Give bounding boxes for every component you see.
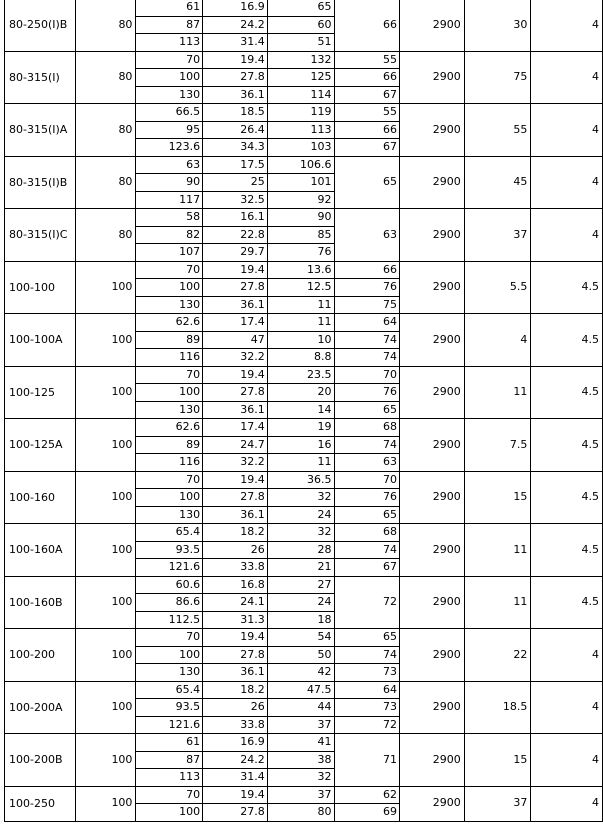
head-cell: 13.6 [267, 261, 334, 279]
efficiency-cell: 55 [334, 51, 400, 69]
flow-m3h-cell: 130 [136, 401, 203, 419]
flow-m3h-cell: 87 [136, 751, 203, 769]
power-cell: 22 [464, 629, 531, 682]
efficiency-cell: 76 [334, 384, 400, 402]
flow-m3h-cell: 66.5 [136, 104, 203, 122]
table-row [5, 681, 603, 699]
efficiency-cell: 73 [334, 664, 400, 682]
head-cell: 10 [267, 331, 334, 349]
diameter-cell: 100 [75, 524, 136, 577]
diameter-cell: 100 [75, 681, 136, 734]
flow-ls-cell: 27.8 [203, 646, 268, 664]
flow-m3h-cell: 70 [136, 51, 203, 69]
flow-ls-cell: 47 [203, 331, 268, 349]
model-cell: 100-200B [5, 734, 76, 787]
table-row [5, 314, 603, 332]
npsh-cell: 4 [531, 104, 603, 157]
npsh-cell: 4 [531, 734, 603, 787]
flow-m3h-cell: 93.5 [136, 699, 203, 717]
model-cell: 100-160 [5, 471, 76, 524]
power-cell: 11 [464, 576, 531, 629]
efficiency-cell: 65 [334, 401, 400, 419]
flow-ls-cell: 27.8 [203, 279, 268, 297]
flow-m3h-cell: 90 [136, 174, 203, 192]
flow-ls-cell: 36.1 [203, 506, 268, 524]
power-cell: 18.5 [464, 681, 531, 734]
flow-ls-cell: 18.5 [203, 104, 268, 122]
flow-ls-cell: 16.9 [203, 734, 268, 752]
head-cell: 20 [267, 384, 334, 402]
head-cell: 65 [267, 0, 334, 16]
flow-m3h-cell: 113 [136, 34, 203, 52]
npsh-cell: 4.5 [531, 524, 603, 577]
head-cell: 23.5 [267, 366, 334, 384]
flow-m3h-cell: 70 [136, 261, 203, 279]
diameter-cell: 100 [75, 314, 136, 367]
flow-m3h-cell: 100 [136, 804, 203, 822]
model-cell: 80-315(I)A [5, 104, 76, 157]
diameter-cell: 80 [75, 104, 136, 157]
flow-ls-cell: 24.7 [203, 436, 268, 454]
table-row [5, 524, 603, 542]
flow-m3h-cell: 70 [136, 629, 203, 647]
head-cell: 41 [267, 734, 334, 752]
head-cell: 80 [267, 804, 334, 822]
flow-ls-cell: 26.4 [203, 121, 268, 139]
efficiency-cell: 65 [334, 156, 400, 209]
flow-ls-cell: 24.2 [203, 16, 268, 34]
head-cell: 19 [267, 419, 334, 437]
flow-m3h-cell: 63 [136, 156, 203, 174]
flow-ls-cell: 36.1 [203, 86, 268, 104]
head-cell: 92 [267, 191, 334, 209]
head-cell: 11 [267, 454, 334, 472]
flow-m3h-cell: 130 [136, 86, 203, 104]
speed-cell: 2900 [400, 51, 465, 104]
head-cell: 119 [267, 104, 334, 122]
flow-ls-cell: 33.8 [203, 716, 268, 734]
power-cell: 4 [464, 314, 531, 367]
table-row [5, 0, 603, 16]
flow-m3h-cell: 65.4 [136, 524, 203, 542]
head-cell: 32 [267, 524, 334, 542]
flow-ls-cell: 19.4 [203, 629, 268, 647]
head-cell: 11 [267, 314, 334, 332]
diameter-cell: 100 [75, 629, 136, 682]
efficiency-cell: 67 [334, 559, 400, 577]
table-row [5, 419, 603, 437]
head-cell: 51 [267, 34, 334, 52]
flow-ls-cell: 36.1 [203, 664, 268, 682]
efficiency-cell: 74 [334, 331, 400, 349]
model-cell: 100-100A [5, 314, 76, 367]
flow-m3h-cell: 87 [136, 16, 203, 34]
npsh-cell: 4.5 [531, 576, 603, 629]
flow-ls-cell: 18.2 [203, 681, 268, 699]
model-cell: 100-160B [5, 576, 76, 629]
efficiency-cell: 66 [334, 121, 400, 139]
flow-m3h-cell: 100 [136, 279, 203, 297]
efficiency-cell: 63 [334, 454, 400, 472]
npsh-cell: 4.5 [531, 261, 603, 314]
npsh-cell: 4 [531, 0, 603, 51]
head-cell: 28 [267, 541, 334, 559]
flow-ls-cell: 26 [203, 541, 268, 559]
flow-ls-cell: 26 [203, 699, 268, 717]
efficiency-cell: 69 [334, 804, 400, 822]
flow-ls-cell: 19.4 [203, 471, 268, 489]
flow-m3h-cell: 123.6 [136, 139, 203, 157]
table-row [5, 261, 603, 279]
power-cell: 11 [464, 366, 531, 419]
head-cell: 21 [267, 559, 334, 577]
model-cell: 80-315(I)C [5, 209, 76, 262]
flow-ls-cell: 17.5 [203, 156, 268, 174]
speed-cell: 2900 [400, 786, 465, 821]
model-cell: 100-200A [5, 681, 76, 734]
diameter-cell: 100 [75, 471, 136, 524]
flow-m3h-cell: 100 [136, 489, 203, 507]
diameter-cell: 80 [75, 51, 136, 104]
flow-m3h-cell: 100 [136, 384, 203, 402]
flow-ls-cell: 24.1 [203, 594, 268, 612]
flow-m3h-cell: 86.6 [136, 594, 203, 612]
efficiency-cell: 71 [334, 734, 400, 787]
diameter-cell: 100 [75, 261, 136, 314]
head-cell: 132 [267, 51, 334, 69]
efficiency-cell: 73 [334, 699, 400, 717]
flow-ls-cell: 27.8 [203, 384, 268, 402]
efficiency-cell: 64 [334, 681, 400, 699]
flow-ls-cell: 22.8 [203, 226, 268, 244]
flow-m3h-cell: 60.6 [136, 576, 203, 594]
efficiency-cell: 66 [334, 261, 400, 279]
model-cell: 100-160A [5, 524, 76, 577]
diameter-cell: 100 [75, 366, 136, 419]
diameter-cell: 100 [75, 419, 136, 472]
head-cell: 8.8 [267, 349, 334, 367]
power-cell: 11 [464, 524, 531, 577]
efficiency-cell: 62 [334, 786, 400, 804]
flow-ls-cell: 31.4 [203, 34, 268, 52]
table-row [5, 209, 603, 227]
flow-ls-cell: 18.2 [203, 524, 268, 542]
efficiency-cell: 63 [334, 209, 400, 262]
head-cell: 106.6 [267, 156, 334, 174]
head-cell: 18 [267, 611, 334, 629]
flow-m3h-cell: 65.4 [136, 681, 203, 699]
head-cell: 32 [267, 489, 334, 507]
speed-cell: 2900 [400, 104, 465, 157]
pump-spec-table [4, 0, 603, 822]
head-cell: 37 [267, 786, 334, 804]
head-cell: 101 [267, 174, 334, 192]
diameter-cell: 80 [75, 0, 136, 51]
head-cell: 37 [267, 716, 334, 734]
table-row [5, 51, 603, 69]
head-cell: 60 [267, 16, 334, 34]
efficiency-cell: 55 [334, 104, 400, 122]
table-row [5, 366, 603, 384]
power-cell: 15 [464, 734, 531, 787]
flow-m3h-cell: 93.5 [136, 541, 203, 559]
head-cell: 114 [267, 86, 334, 104]
power-cell: 37 [464, 209, 531, 262]
power-cell: 37 [464, 786, 531, 821]
efficiency-cell: 72 [334, 576, 400, 629]
npsh-cell: 4 [531, 786, 603, 821]
model-cell: 100-250 [5, 786, 76, 821]
flow-ls-cell: 31.3 [203, 611, 268, 629]
flow-ls-cell: 31.4 [203, 769, 268, 787]
flow-ls-cell: 19.4 [203, 786, 268, 804]
power-cell: 55 [464, 104, 531, 157]
diameter-cell: 100 [75, 786, 136, 821]
diameter-cell: 100 [75, 576, 136, 629]
flow-m3h-cell: 62.6 [136, 419, 203, 437]
efficiency-cell: 74 [334, 541, 400, 559]
flow-m3h-cell: 58 [136, 209, 203, 227]
efficiency-cell: 66 [334, 69, 400, 87]
npsh-cell: 4 [531, 681, 603, 734]
flow-ls-cell: 19.4 [203, 51, 268, 69]
flow-ls-cell: 36.1 [203, 401, 268, 419]
flow-m3h-cell: 112.5 [136, 611, 203, 629]
flow-m3h-cell: 117 [136, 191, 203, 209]
head-cell: 27 [267, 576, 334, 594]
model-cell: 100-125A [5, 419, 76, 472]
diameter-cell: 80 [75, 209, 136, 262]
table-row [5, 629, 603, 647]
flow-m3h-cell: 121.6 [136, 559, 203, 577]
flow-m3h-cell: 95 [136, 121, 203, 139]
table-row [5, 576, 603, 594]
speed-cell: 2900 [400, 0, 465, 51]
head-cell: 36.5 [267, 471, 334, 489]
flow-ls-cell: 24.2 [203, 751, 268, 769]
speed-cell: 2900 [400, 629, 465, 682]
flow-m3h-cell: 130 [136, 296, 203, 314]
flow-m3h-cell: 130 [136, 664, 203, 682]
power-cell: 5.5 [464, 261, 531, 314]
head-cell: 76 [267, 244, 334, 262]
table-row [5, 156, 603, 174]
flow-m3h-cell: 116 [136, 349, 203, 367]
head-cell: 103 [267, 139, 334, 157]
flow-ls-cell: 17.4 [203, 314, 268, 332]
head-cell: 90 [267, 209, 334, 227]
head-cell: 50 [267, 646, 334, 664]
head-cell: 113 [267, 121, 334, 139]
speed-cell: 2900 [400, 156, 465, 209]
flow-m3h-cell: 62.6 [136, 314, 203, 332]
head-cell: 16 [267, 436, 334, 454]
flow-m3h-cell: 130 [136, 506, 203, 524]
power-cell: 75 [464, 51, 531, 104]
flow-ls-cell: 32.2 [203, 349, 268, 367]
flow-ls-cell: 16.8 [203, 576, 268, 594]
efficiency-cell: 76 [334, 489, 400, 507]
speed-cell: 2900 [400, 209, 465, 262]
flow-ls-cell: 29.7 [203, 244, 268, 262]
head-cell: 11 [267, 296, 334, 314]
flow-ls-cell: 32.5 [203, 191, 268, 209]
table-row [5, 786, 603, 804]
flow-ls-cell: 27.8 [203, 489, 268, 507]
flow-m3h-cell: 70 [136, 471, 203, 489]
flow-m3h-cell: 116 [136, 454, 203, 472]
head-cell: 125 [267, 69, 334, 87]
head-cell: 24 [267, 506, 334, 524]
npsh-cell: 4.5 [531, 314, 603, 367]
flow-m3h-cell: 100 [136, 69, 203, 87]
npsh-cell: 4 [531, 209, 603, 262]
speed-cell: 2900 [400, 471, 465, 524]
model-cell: 80-315(I) [5, 51, 76, 104]
model-cell: 80-315(I)B [5, 156, 76, 209]
efficiency-cell: 68 [334, 419, 400, 437]
efficiency-cell: 76 [334, 279, 400, 297]
flow-m3h-cell: 70 [136, 366, 203, 384]
flow-m3h-cell: 100 [136, 646, 203, 664]
diameter-cell: 100 [75, 734, 136, 787]
speed-cell: 2900 [400, 261, 465, 314]
speed-cell: 2900 [400, 681, 465, 734]
flow-ls-cell: 34.3 [203, 139, 268, 157]
efficiency-cell: 67 [334, 86, 400, 104]
flow-m3h-cell: 89 [136, 331, 203, 349]
flow-ls-cell: 36.1 [203, 296, 268, 314]
flow-m3h-cell: 107 [136, 244, 203, 262]
flow-m3h-cell: 89 [136, 436, 203, 454]
efficiency-cell: 70 [334, 366, 400, 384]
efficiency-cell: 64 [334, 314, 400, 332]
head-cell: 14 [267, 401, 334, 419]
table-row [5, 104, 603, 122]
flow-m3h-cell: 61 [136, 734, 203, 752]
npsh-cell: 4.5 [531, 471, 603, 524]
npsh-cell: 4 [531, 51, 603, 104]
power-cell: 7.5 [464, 419, 531, 472]
speed-cell: 2900 [400, 366, 465, 419]
flow-m3h-cell: 61 [136, 0, 203, 16]
power-cell: 45 [464, 156, 531, 209]
power-cell: 30 [464, 0, 531, 51]
head-cell: 38 [267, 751, 334, 769]
speed-cell: 2900 [400, 314, 465, 367]
flow-m3h-cell: 70 [136, 786, 203, 804]
pump-spec-table-body [5, 0, 603, 821]
efficiency-cell: 74 [334, 646, 400, 664]
power-cell: 15 [464, 471, 531, 524]
flow-ls-cell: 27.8 [203, 69, 268, 87]
flow-ls-cell: 25 [203, 174, 268, 192]
efficiency-cell: 65 [334, 506, 400, 524]
speed-cell: 2900 [400, 734, 465, 787]
efficiency-cell: 68 [334, 524, 400, 542]
head-cell: 54 [267, 629, 334, 647]
model-cell: 80-250(I)B [5, 0, 76, 51]
efficiency-cell: 66 [334, 0, 400, 51]
speed-cell: 2900 [400, 576, 465, 629]
npsh-cell: 4.5 [531, 419, 603, 472]
table-row [5, 734, 603, 752]
flow-m3h-cell: 121.6 [136, 716, 203, 734]
head-cell: 85 [267, 226, 334, 244]
head-cell: 12.5 [267, 279, 334, 297]
flow-ls-cell: 19.4 [203, 366, 268, 384]
flow-ls-cell: 17.4 [203, 419, 268, 437]
speed-cell: 2900 [400, 419, 465, 472]
model-cell: 100-200 [5, 629, 76, 682]
efficiency-cell: 74 [334, 436, 400, 454]
flow-ls-cell: 27.8 [203, 804, 268, 822]
npsh-cell: 4.5 [531, 366, 603, 419]
efficiency-cell: 65 [334, 629, 400, 647]
npsh-cell: 4 [531, 629, 603, 682]
head-cell: 32 [267, 769, 334, 787]
speed-cell: 2900 [400, 524, 465, 577]
efficiency-cell: 72 [334, 716, 400, 734]
head-cell: 24 [267, 594, 334, 612]
flow-ls-cell: 19.4 [203, 261, 268, 279]
npsh-cell: 4 [531, 156, 603, 209]
model-cell: 100-125 [5, 366, 76, 419]
diameter-cell: 80 [75, 156, 136, 209]
efficiency-cell: 70 [334, 471, 400, 489]
model-cell: 100-100 [5, 261, 76, 314]
head-cell: 47.5 [267, 681, 334, 699]
flow-m3h-cell: 113 [136, 769, 203, 787]
flow-ls-cell: 33.8 [203, 559, 268, 577]
efficiency-cell: 75 [334, 296, 400, 314]
head-cell: 44 [267, 699, 334, 717]
efficiency-cell: 67 [334, 139, 400, 157]
flow-ls-cell: 16.1 [203, 209, 268, 227]
head-cell: 42 [267, 664, 334, 682]
flow-ls-cell: 16.9 [203, 0, 268, 16]
flow-ls-cell: 32.2 [203, 454, 268, 472]
efficiency-cell: 74 [334, 349, 400, 367]
flow-m3h-cell: 82 [136, 226, 203, 244]
table-row [5, 471, 603, 489]
